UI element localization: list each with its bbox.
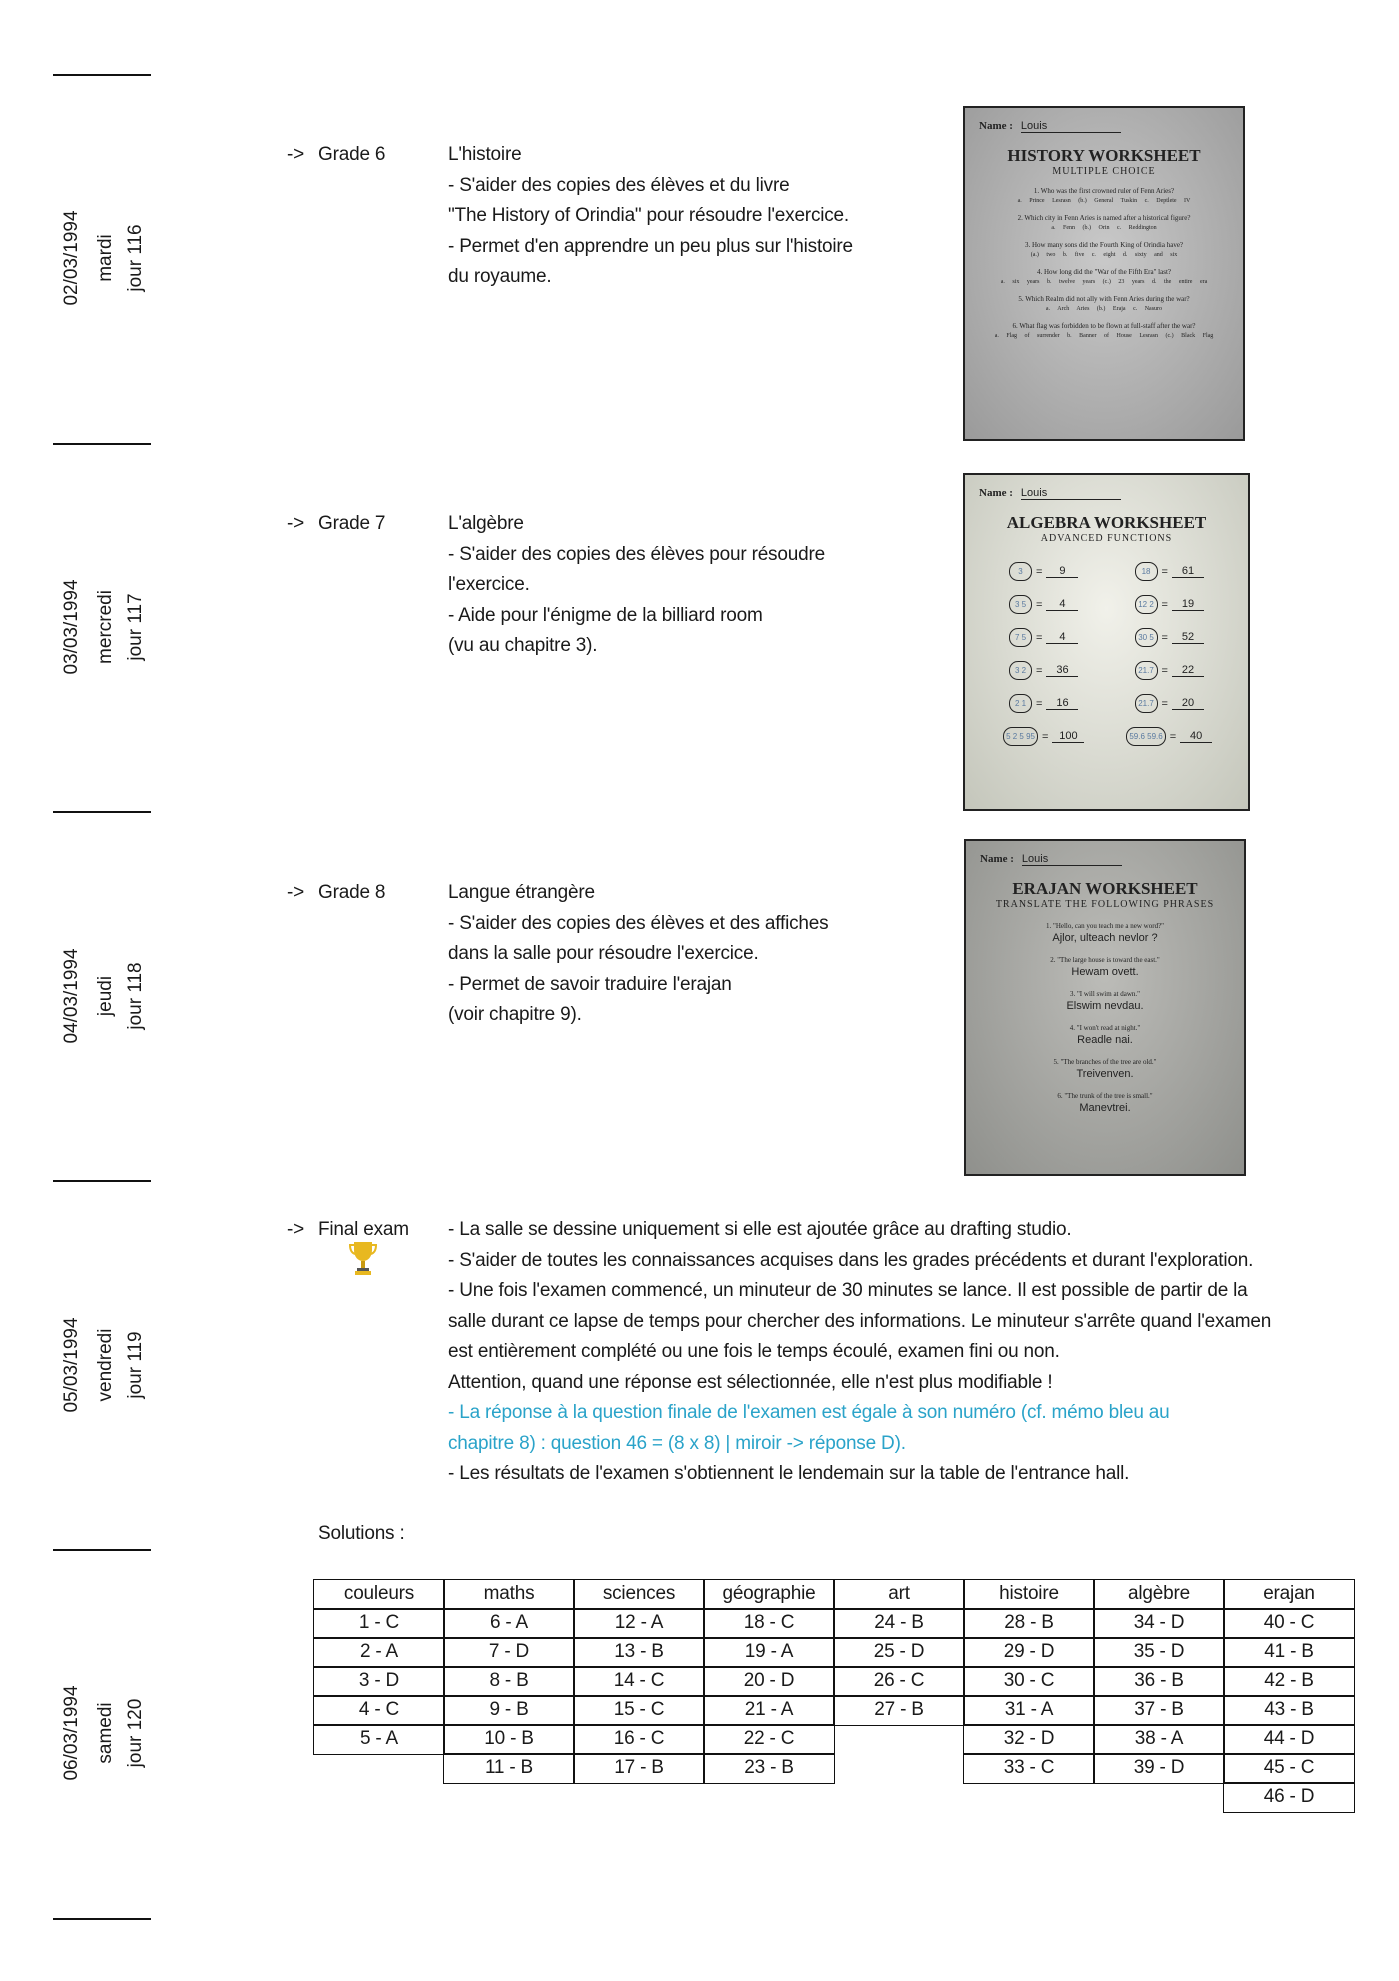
day-weekday: jeudi — [95, 975, 116, 1017]
column-header: géographie — [703, 1579, 835, 1610]
algebra-equation — [1107, 628, 1233, 647]
solutions-column — [964, 1580, 1094, 1812]
answer-cell: 38 - A — [1093, 1724, 1225, 1755]
solutions-column — [574, 1580, 704, 1812]
solutions-column — [704, 1580, 834, 1812]
description-line: - Les résultats de l'examen s'obtiennent le lendemain sur la table de l'entrance hall. — [448, 1463, 1130, 1484]
algebra-equation — [981, 595, 1107, 614]
phrase: 2. "The large house is toward the east." — [1050, 956, 1160, 964]
options: a. Arch Aries (b.) Eraja c. Nasuro — [1045, 306, 1163, 312]
highlight-line: chapitre 8) : question 46 = (8 x 8) | miroir -> réponse D). — [448, 1432, 906, 1454]
day-separator — [53, 74, 151, 76]
column-header: maths — [443, 1579, 575, 1610]
answer-cell: 15 - C — [573, 1695, 705, 1726]
answer-cell: 1 - C — [313, 1608, 445, 1639]
answer-cell: 12 - A — [573, 1608, 705, 1639]
algebra-symbol: 59.6 59.6 — [1126, 727, 1165, 746]
algebra-answer: 16 — [1046, 697, 1078, 710]
worksheet-title: HISTORY WORKSHEET — [1007, 146, 1201, 165]
description-line: Langue étrangère — [448, 882, 595, 903]
description-line: - Permet de savoir traduire l'erajan — [448, 973, 732, 995]
answer-cell: 33 - C — [963, 1753, 1095, 1784]
day-weekday: mercredi — [95, 590, 116, 664]
equals-sign: = — [1161, 697, 1168, 710]
algebra-symbol: 3 5 — [1009, 595, 1032, 614]
solutions-column — [314, 1580, 444, 1812]
answer-cell: 8 - B — [443, 1666, 575, 1697]
answer-cell: 45 - C — [1223, 1753, 1355, 1784]
description-line: dans la salle pour résoudre l'exercice. — [448, 943, 759, 964]
answer-cell: 21 - A — [703, 1695, 835, 1726]
algebra-symbol: 21.7 — [1135, 694, 1158, 713]
algebra-answer: 22 — [1172, 664, 1204, 677]
algebra-equation — [981, 562, 1107, 581]
answer-cell: 42 - B — [1223, 1666, 1355, 1697]
equals-sign: = — [1161, 565, 1168, 578]
worksheet-subtitle: TRANSLATE THE FOLLOWING PHRASES — [995, 899, 1215, 910]
answer-cell: 9 - B — [443, 1695, 575, 1726]
equals-sign: = — [1161, 664, 1168, 677]
worksheet-name-label: Name : Louis — [980, 853, 1122, 866]
equals-sign: = — [1161, 598, 1168, 611]
description-line: est entièrement complété ou une fois le temps écoulé, examen fini ou non. — [448, 1341, 1060, 1362]
algebra-equation — [1107, 595, 1233, 614]
equals-sign: = — [1161, 631, 1168, 644]
answer-cell: 31 - A — [963, 1695, 1095, 1726]
algebra-answer: 100 — [1052, 730, 1084, 743]
algebra-answer: 20 — [1172, 697, 1204, 710]
description-line: - Aide pour l'énigme de la billiard room — [448, 604, 763, 626]
day-weekday: mardi — [95, 234, 116, 282]
grade-label: Grade 7 — [318, 513, 386, 534]
description-line: "The History of Orindia" pour résoudre l'exercice. — [448, 205, 850, 226]
solutions-column — [444, 1580, 574, 1812]
day-date: 03/03/1994 — [61, 579, 82, 675]
question: 4. How long did the "War of the Fifth Era" last? — [1036, 268, 1172, 276]
answer-cell: 41 - B — [1223, 1637, 1355, 1668]
answer-cell: 35 - D — [1093, 1637, 1225, 1668]
arrow-marker: -> — [287, 1219, 305, 1240]
translation: Treivenven. — [1076, 1068, 1134, 1080]
description-line: - S'aider des copies des élèves et du livre — [448, 174, 790, 196]
worksheet-title: ALGEBRA WORKSHEET — [1006, 513, 1207, 532]
algebra-answer: 61 — [1172, 565, 1204, 578]
answer-cell: 43 - B — [1223, 1695, 1355, 1726]
answer-cell: 11 - B — [443, 1753, 575, 1784]
column-header: art — [833, 1579, 965, 1610]
algebra-answer: 4 — [1046, 598, 1078, 611]
answer-cell: 36 - B — [1093, 1666, 1225, 1697]
solutions-table — [314, 1580, 1354, 1812]
description-line: salle durant ce lapse de temps pour chercher des informations. Le minuteur s'arrête quand l'examen — [448, 1310, 1272, 1332]
answer-cell: 5 - A — [313, 1724, 445, 1755]
algebra-equation — [1107, 727, 1233, 746]
answer-cell: 40 - C — [1223, 1608, 1355, 1639]
worksheet-name: Louis — [1021, 120, 1121, 133]
answer-cell: 20 - D — [703, 1666, 835, 1697]
equals-sign: = — [1041, 730, 1049, 743]
description-line: (vu au chapitre 3). — [448, 635, 598, 656]
worksheet-erajan-image — [964, 839, 1246, 1176]
description-line: (voir chapitre 9). — [448, 1004, 582, 1025]
phrase: 3. "I will swim at dawn." — [1069, 990, 1141, 998]
day-date: 06/03/1994 — [61, 1685, 82, 1781]
algebra-equation — [981, 727, 1107, 746]
phrase: 1. "Hello, can you teach me a new word?" — [1045, 922, 1165, 930]
question: 2. Which city in Fenn Aries is named after a historical figure? — [1017, 214, 1191, 222]
translation: Manevtrei. — [1079, 1102, 1131, 1114]
description-line: L'histoire — [448, 144, 522, 165]
options: a. six years b. twelve years (c.) 23 years d. the entire era — [1000, 279, 1208, 285]
answer-cell: 39 - D — [1093, 1753, 1225, 1784]
translation: Elswim nevdau. — [1066, 1000, 1144, 1012]
answer-cell: 7 - D — [443, 1637, 575, 1668]
day-separator — [53, 1918, 151, 1920]
day-day: jour 117 — [125, 593, 146, 661]
answer-cell: 25 - D — [833, 1637, 965, 1668]
answer-cell: 27 - B — [833, 1695, 965, 1726]
answer-cell: 24 - B — [833, 1608, 965, 1639]
equals-sign: = — [1036, 664, 1043, 677]
algebra-answer: 4 — [1046, 631, 1078, 644]
worksheet-title: ERAJAN WORKSHEET — [1012, 879, 1198, 898]
options: (a.) two b. five c. eight d. sixty and six — [1030, 252, 1178, 258]
worksheet-history-image — [963, 106, 1245, 441]
equals-sign: = — [1169, 730, 1177, 743]
algebra-symbol: 5 2 5 95 — [1003, 727, 1038, 746]
answer-cell: 28 - B — [963, 1608, 1095, 1639]
description-line: - Permet d'en apprendre un peu plus sur l'histoire — [448, 235, 853, 257]
description-line: L'algèbre — [448, 513, 524, 534]
algebra-symbol: 3 — [1009, 562, 1032, 581]
equals-sign: = — [1036, 631, 1043, 644]
grade-label: Final exam — [318, 1219, 409, 1240]
answer-cell: 3 - D — [313, 1666, 445, 1697]
algebra-symbol: 18 — [1135, 562, 1158, 581]
algebra-answer: 9 — [1046, 565, 1078, 578]
answer-cell: 37 - B — [1093, 1695, 1225, 1726]
algebra-answer: 36 — [1046, 664, 1078, 677]
question: 3. How many sons did the Fourth King of Orindia have? — [1024, 241, 1184, 249]
worksheet-name-label: Name : Louis — [979, 487, 1121, 500]
description-line: - Une fois l'examen commencé, un minuteur de 30 minutes se lance. Il est possible de partir de la — [448, 1280, 1248, 1301]
algebra-equation — [981, 628, 1107, 647]
options: a. Fenn (b.) Orin c. Reddington — [1051, 225, 1157, 231]
translation: Ajlor, ulteach nevlor ? — [1052, 932, 1158, 944]
answer-cell: 18 - C — [703, 1608, 835, 1639]
algebra-answer: 19 — [1172, 598, 1204, 611]
solutions-label: Solutions : — [318, 1523, 405, 1544]
algebra-equation — [981, 661, 1107, 680]
worksheet-name: Louis — [1022, 853, 1122, 866]
translation: Readle nai. — [1077, 1034, 1133, 1046]
answer-cell: 2 - A — [313, 1637, 445, 1668]
day-date: 04/03/1994 — [61, 948, 82, 1044]
arrow-marker: -> — [287, 513, 305, 534]
options: a. Flag of surrender b. Banner of House Lesrasn (c.) Black Flag — [994, 333, 1214, 339]
description-line: - La salle se dessine uniquement si elle est ajoutée grâce au drafting studio. — [448, 1219, 1072, 1240]
worksheet-algebra-image — [963, 473, 1250, 811]
day-weekday: vendredi — [95, 1328, 116, 1402]
phrase: 4. "I won't read at night." — [1069, 1024, 1141, 1032]
answer-cell: 14 - C — [573, 1666, 705, 1697]
day-day: jour 116 — [125, 224, 146, 292]
algebra-symbol: 7 5 — [1009, 628, 1032, 647]
day-day: jour 119 — [125, 1331, 146, 1399]
answer-cell: 17 - B — [573, 1753, 705, 1784]
answer-cell: 16 - C — [573, 1724, 705, 1755]
answer-cell: 22 - C — [703, 1724, 835, 1755]
phrase: 6. "The trunk of the tree is small." — [1057, 1092, 1153, 1100]
equals-sign: = — [1036, 565, 1043, 578]
description-line: - S'aider de toutes les connaissances acquises dans les grades précédents et durant l'exploration. — [448, 1249, 1254, 1271]
day-separator — [53, 811, 151, 813]
grade-label: Grade 8 — [318, 882, 386, 903]
equals-sign: = — [1036, 598, 1043, 611]
algebra-answer: 52 — [1172, 631, 1204, 644]
algebra-grid — [965, 562, 1248, 746]
answer-cell: 26 - C — [833, 1666, 965, 1697]
algebra-equation — [981, 694, 1107, 713]
day-date: 02/03/1994 — [61, 210, 82, 306]
day-day: jour 118 — [125, 962, 146, 1030]
solutions-column — [834, 1580, 964, 1812]
question: 6. What flag was forbidden to be flown at full-staff after the war? — [1012, 322, 1196, 330]
day-separator — [53, 1549, 151, 1551]
column-header: couleurs — [313, 1579, 445, 1610]
column-header: algèbre — [1093, 1579, 1225, 1610]
answer-cell: 30 - C — [963, 1666, 1095, 1697]
worksheet-subtitle: MULTIPLE CHOICE — [1052, 166, 1156, 177]
answer-cell: 19 - A — [703, 1637, 835, 1668]
answer-cell: 6 - A — [443, 1608, 575, 1639]
description-line: - S'aider des copies des élèves pour résoudre — [448, 543, 825, 565]
column-header: histoire — [963, 1579, 1095, 1610]
day-day: jour 120 — [125, 1698, 146, 1768]
solutions-column — [1224, 1580, 1354, 1812]
answer-cell: 29 - D — [963, 1637, 1095, 1668]
answer-cell: 32 - D — [963, 1724, 1095, 1755]
day-separator — [53, 443, 151, 445]
answer-cell: 4 - C — [313, 1695, 445, 1726]
solutions-column — [1094, 1580, 1224, 1812]
day-date: 05/03/1994 — [61, 1317, 82, 1413]
answer-cell: 46 - D — [1223, 1782, 1355, 1813]
answer-cell: 23 - B — [703, 1753, 835, 1784]
algebra-equation — [1107, 694, 1233, 713]
description-line: du royaume. — [448, 266, 552, 287]
answer-cell: 10 - B — [443, 1724, 575, 1755]
algebra-symbol: 12 2 — [1135, 595, 1158, 614]
answer-cell: 13 - B — [573, 1637, 705, 1668]
phrase: 5. "The branches of the tree are old." — [1053, 1058, 1157, 1066]
algebra-answer: 40 — [1180, 730, 1212, 743]
trophy-icon — [349, 1240, 377, 1276]
question: 5. Which Realm did not ally with Fenn Aries during the war? — [1018, 295, 1190, 303]
day-weekday: samedi — [95, 1702, 116, 1764]
arrow-marker: -> — [287, 144, 305, 165]
grade-label: Grade 6 — [318, 144, 386, 165]
day-separator — [53, 1180, 151, 1182]
column-header: erajan — [1223, 1579, 1355, 1610]
column-header: sciences — [573, 1579, 705, 1610]
equals-sign: = — [1036, 697, 1043, 710]
highlight-line: - La réponse à la question finale de l'examen est égale à son numéro (cf. mémo bleu au — [448, 1402, 1170, 1423]
answer-cell: 34 - D — [1093, 1608, 1225, 1639]
question: 1. Who was the first crowned ruler of Fenn Aries? — [1033, 187, 1175, 195]
algebra-equation — [1107, 661, 1233, 680]
arrow-marker: -> — [287, 882, 305, 903]
algebra-symbol: 21.7 — [1135, 661, 1158, 680]
worksheet-subtitle: ADVANCED FUNCTIONS — [1040, 533, 1173, 544]
algebra-symbol: 3 2 — [1009, 661, 1032, 680]
translation: Hewam ovett. — [1071, 966, 1139, 978]
worksheet-name: Louis — [1021, 487, 1121, 500]
algebra-symbol: 30 5 — [1135, 628, 1158, 647]
worksheet-name-label: Name : Louis — [979, 120, 1121, 133]
options: a. Prince Lesrasn (b.) General Tuskin c. Deptlete IV — [1017, 198, 1191, 204]
description-line: - S'aider des copies des élèves et des affiches — [448, 912, 829, 934]
description-line: Attention, quand une réponse est sélectionnée, elle n'est plus modifiable ! — [448, 1371, 1053, 1393]
answer-cell: 44 - D — [1223, 1724, 1355, 1755]
algebra-equation — [1107, 562, 1233, 581]
algebra-symbol: 2 1 — [1009, 694, 1032, 713]
description-line: l'exercice. — [448, 574, 530, 595]
